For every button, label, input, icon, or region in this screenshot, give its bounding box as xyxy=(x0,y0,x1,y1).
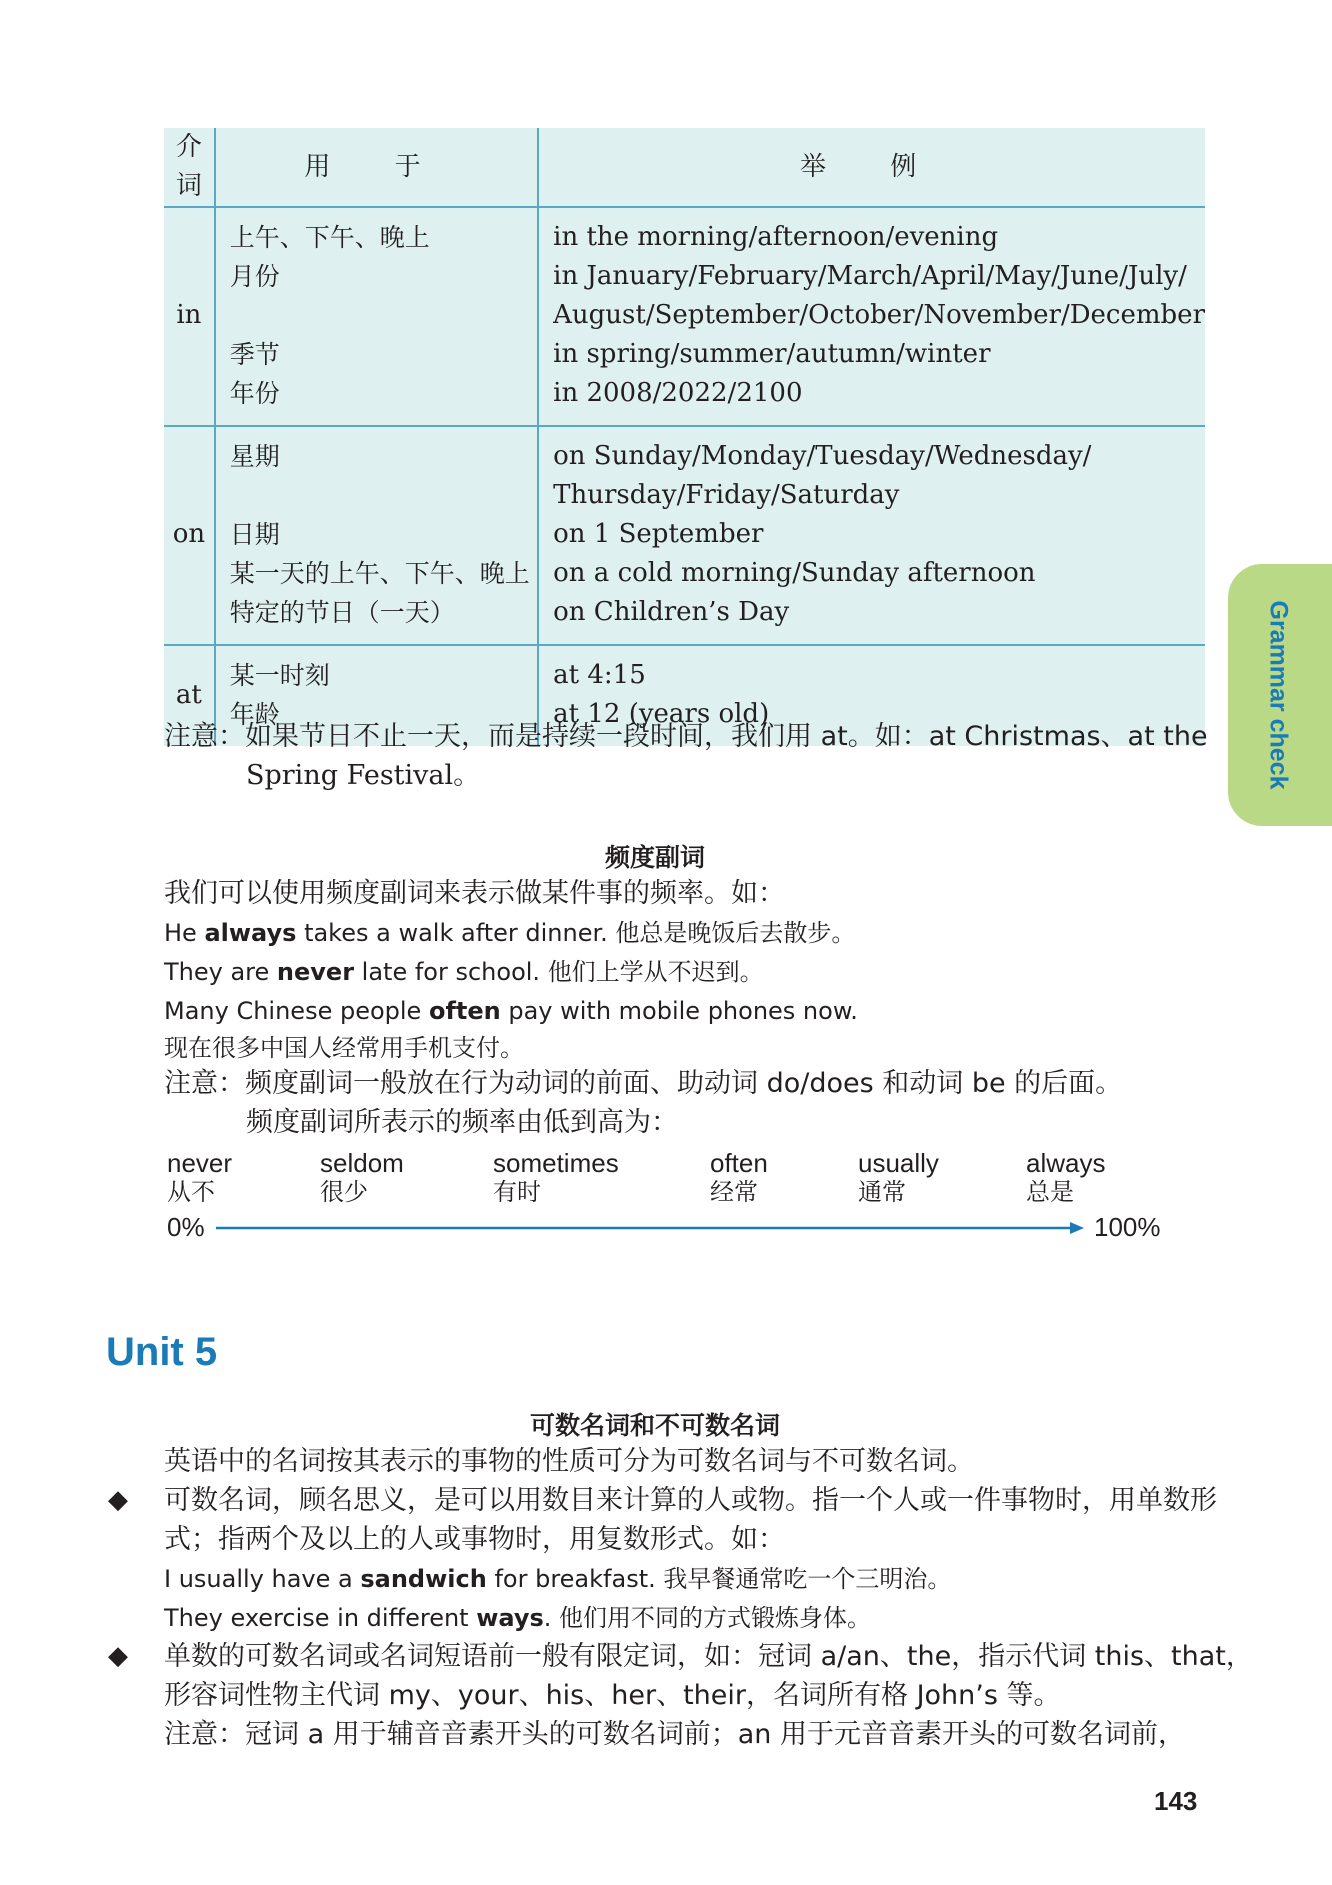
scale-word: always xyxy=(1026,1148,1106,1178)
bullet1-line2: 式；指两个及以上的人或事物时，用复数形式。如： xyxy=(164,1524,785,1555)
bullet2-line2: 形容词性物主代词 my、your、his、her、their，名词所有格 John’s 等。 xyxy=(164,1680,1061,1711)
bullet2-line1: 单数的可数名词或名词短语前一般有限定词，如：冠词 a/an、the，指示代词 this、that， xyxy=(164,1641,1253,1672)
bullet1-line1: 可数名词，顾名思义，是可以用数目来计算的人或物。指一个人或一件事物时，用单数形 xyxy=(164,1485,1217,1516)
article-note: 注意：冠词 a 用于辅音音素开头的可数名词前；an 用于元音音素开头的可数名词前， xyxy=(164,1719,1185,1750)
usage-cell: 上午、下午、晚上 月份 季节 年份 xyxy=(215,207,538,426)
example-cell: in the morning/afternoon/evening in January/February/March/April/May/June/July/ August/September/October/November/December in spring/summer/autumn/winter in 2008/2022/2100 xyxy=(538,207,1205,426)
scale-word-cn: 很少 xyxy=(320,1178,368,1206)
freq-example-1: He always takes a walk after dinner. 他总是晚饭后去散步。 xyxy=(164,919,856,947)
freq-example-3: Many Chinese people often pay with mobile phones now. xyxy=(164,997,858,1025)
prep-cell: in xyxy=(164,207,215,426)
preposition-table xyxy=(164,128,1205,746)
nouns-intro: 英语中的名词按其表示的事物的性质可分为可数名词与不可数名词。 xyxy=(164,1446,974,1477)
freq-example-3-translation: 现在很多中国人经常用手机支付。 xyxy=(164,1034,524,1062)
scale-word-cn: 总是 xyxy=(1026,1178,1074,1206)
scale-word: usually xyxy=(858,1148,939,1178)
scale-word-cn: 经常 xyxy=(710,1178,758,1206)
example-cell: on Sunday/Monday/Tuesday/Wednesday/ Thursday/Friday/Saturday on 1 September on a cold morning/Sunday afternoon on Children’s Day xyxy=(538,426,1205,645)
header-examples: 举 例 xyxy=(538,128,1205,207)
page-number: 143 xyxy=(1154,1786,1198,1816)
freq-example-2: They are never late for school. 他们上学从不迟到。 xyxy=(164,958,764,986)
scale-word: seldom xyxy=(320,1148,404,1178)
header-usage: 用 于 xyxy=(215,128,538,207)
freq-heading: 频度副词 xyxy=(604,843,705,872)
table-header-row xyxy=(164,128,1205,207)
grammar-check-label: Grammar check xyxy=(1264,600,1293,790)
header-preposition: 介词 xyxy=(164,128,215,207)
freq-note-line1: 注意：频度副词一般放在行为动词的前面、助动词 do/does 和动词 be 的后面。 xyxy=(164,1068,1123,1099)
festival-note-line2: Spring Festival。 xyxy=(246,760,481,791)
scale-arrow xyxy=(214,1218,1086,1238)
table-row xyxy=(164,207,1205,426)
scale-start-label: 0% xyxy=(167,1212,205,1242)
table-row xyxy=(164,426,1205,645)
nouns-example-2: They exercise in different ways. 他们用不同的方式锻炼身体。 xyxy=(164,1604,872,1632)
freq-note-line2: 频度副词所表示的频率由低到高为： xyxy=(246,1107,678,1138)
scale-word: never xyxy=(167,1148,233,1178)
prep-cell: at xyxy=(164,645,215,746)
diamond-bullet-icon: ◆ xyxy=(108,1485,128,1515)
usage-cell: 星期 日期 某一天的上午、下午、晚上 特定的节日（一天） xyxy=(215,426,538,645)
example-cell: at 4:15 at 12 (years old) xyxy=(553,660,770,729)
usage-cell: 某一时刻 年龄 xyxy=(215,645,538,746)
scale-word: often xyxy=(710,1148,768,1178)
nouns-heading: 可数名词和不可数名词 xyxy=(529,1411,780,1440)
scale-end-label: 100% xyxy=(1094,1212,1161,1242)
unit-title: Unit 5 xyxy=(106,1330,218,1374)
prep-cell: on xyxy=(164,426,215,645)
scale-word-cn: 有时 xyxy=(493,1178,541,1206)
nouns-example-1: I usually have a sandwich for breakfast. 我早餐通常吃一个三明治。 xyxy=(164,1565,952,1593)
freq-intro: 我们可以使用频度副词来表示做某件事的频率。如： xyxy=(164,878,785,909)
diamond-bullet-icon: ◆ xyxy=(108,1641,128,1671)
scale-word-cn: 从不 xyxy=(167,1178,215,1206)
scale-word-cn: 通常 xyxy=(858,1178,906,1206)
festival-note-line1: 注意：如果节日不止一天，而是持续一段时间，我们用 at。如：at Christmas、at the xyxy=(164,721,1208,752)
scale-word: sometimes xyxy=(493,1148,619,1178)
